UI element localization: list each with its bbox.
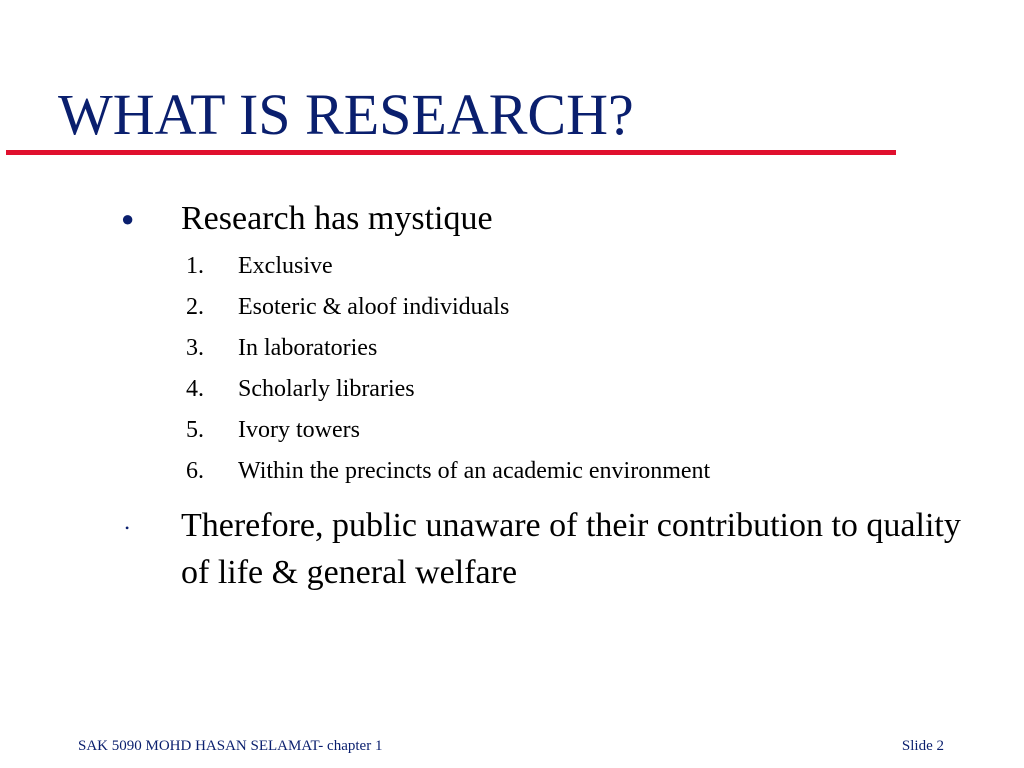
list-item-number: 5. xyxy=(186,417,204,443)
list-item-number: 3. xyxy=(186,335,204,361)
list-item-text: In laboratories xyxy=(238,335,378,361)
slide-title: WHAT IS RESEARCH? xyxy=(58,82,634,147)
list-item xyxy=(0,246,1024,286)
list-item xyxy=(0,369,1024,409)
footer-course-label: SAK 5090 MOHD HASAN SELAMAT- chapter 1 xyxy=(78,738,383,754)
title-underline xyxy=(6,150,896,155)
list-item-text: Exclusive xyxy=(238,253,333,279)
footer-slide-number: Slide 2 xyxy=(901,738,944,754)
list-item-text: Within the precincts of an academic environment xyxy=(238,458,711,484)
list-item xyxy=(0,451,1024,491)
list-item-number: 1. xyxy=(186,253,204,279)
list-item xyxy=(0,410,1024,450)
list-item-text: Scholarly libraries xyxy=(238,376,415,402)
list-item-number: 2. xyxy=(186,294,204,320)
list-item-number: 4. xyxy=(186,376,204,402)
list-item xyxy=(0,328,1024,368)
list-item xyxy=(0,287,1024,327)
bullet-marker-icon: • xyxy=(125,521,130,535)
bullet-text: Research has mystique xyxy=(181,200,493,237)
list-item-number: 6. xyxy=(186,458,204,484)
bullet-marker-icon: ● xyxy=(121,206,135,231)
list-item-text: Ivory towers xyxy=(238,417,360,443)
list-item-text: Esoteric & aloof individuals xyxy=(238,294,510,320)
bullet-text: Therefore, public unaware of their contribution to quality of life & general welfare xyxy=(181,507,961,591)
